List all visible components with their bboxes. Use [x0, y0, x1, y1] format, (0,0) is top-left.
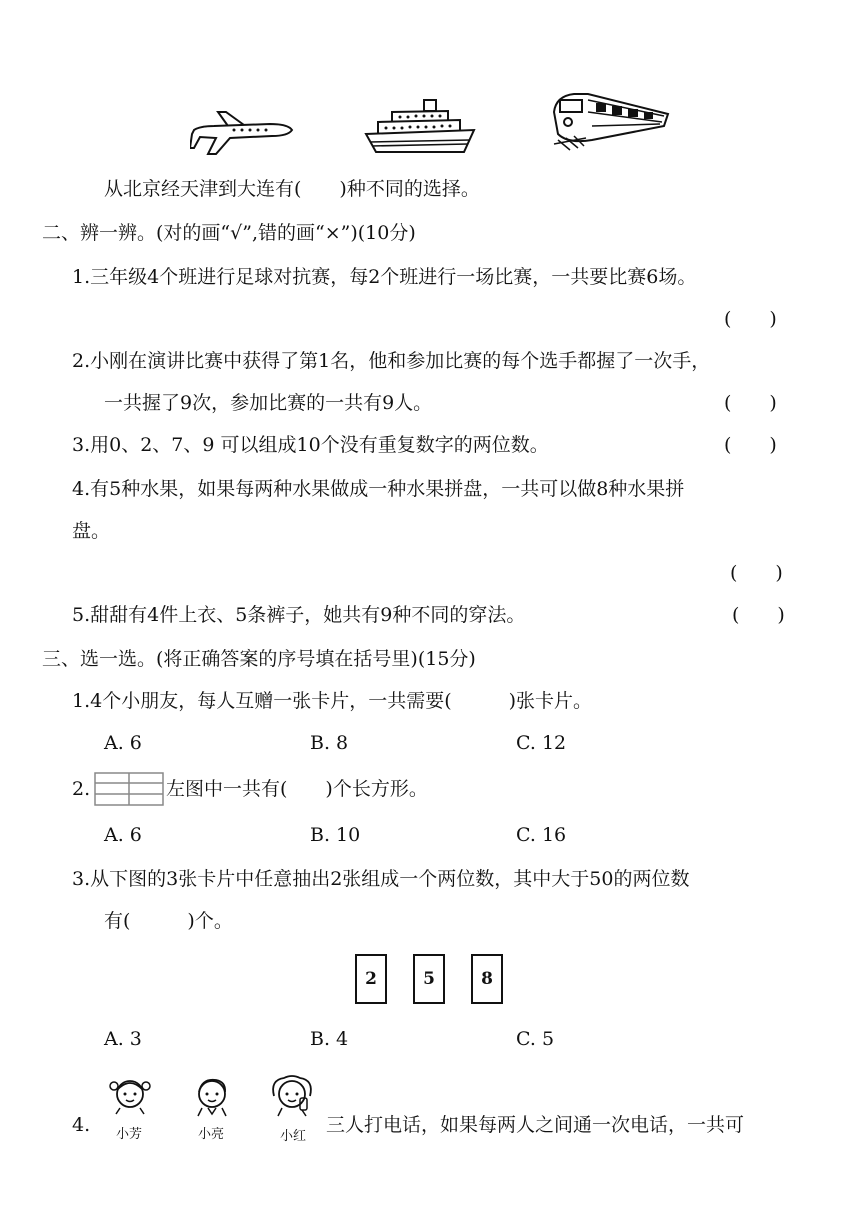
s3-q2-number: 2. — [72, 778, 91, 800]
number-card-2: 2 — [355, 954, 387, 1004]
section2-heading: 二、辨一辨。(对的画“√”,错的画“×”)(10分) — [42, 222, 416, 244]
s3-q3-option-b[interactable]: B. 4 — [310, 1028, 349, 1050]
s3-q1-text: 1.4个小朋友，每人互赠一张卡片，一共需要( )张卡片。 — [72, 690, 593, 712]
s3-q2-option-b[interactable]: B. 10 — [310, 824, 361, 846]
train-icon — [552, 90, 670, 152]
s2-item5-text: 5.甜甜有4件上衣、5条裤子，她共有9种不同的穿法。 — [72, 604, 526, 626]
ship-icon — [364, 98, 476, 156]
s3-q1-option-c[interactable]: C. 12 — [516, 732, 567, 754]
s3-q1-option-a[interactable]: A. 6 — [104, 732, 142, 754]
s3-q2-option-a[interactable]: A. 6 — [104, 824, 142, 846]
name-label-xiaofang: 小芳 — [116, 1127, 143, 1142]
s3-q3-option-a[interactable]: A. 3 — [104, 1028, 142, 1050]
s3-q3-text: 3.从下图的3张卡片中任意抽出2张组成一个两位数，其中大于50的两位数 — [72, 868, 690, 890]
s2-item4-answer-blank[interactable]: ( ) — [730, 562, 783, 584]
s2-item2-answer-blank[interactable]: ( ) — [724, 392, 777, 414]
airplane-icon — [190, 108, 295, 158]
name-label-xiaohong: 小红 — [280, 1129, 307, 1144]
s3-q4-text: 三人打电话，如果每两人之间通一次电话，一共可 — [326, 1114, 745, 1136]
s3-q2-option-c[interactable]: C. 16 — [516, 824, 567, 846]
s2-item2-text-cont: 一共握了9次，参加比赛的一共有9人。 — [104, 392, 433, 414]
s2-item4-text-cont: 盘。 — [72, 520, 111, 542]
name-label-xiaoliang: 小亮 — [198, 1127, 225, 1142]
s3-q2-text: 左图中一共有( )个长方形。 — [166, 778, 428, 800]
s2-item3-text: 3.用0、2、7、9 可以组成10个没有重复数字的两位数。 — [72, 434, 549, 456]
s2-item4-text: 4.有5种水果，如果每两种水果做成一种水果拼盘，一共可以做8种水果拼 — [72, 478, 685, 500]
s3-q4-number: 4. — [72, 1114, 91, 1136]
child-xiaoliang-figure — [186, 1074, 238, 1128]
number-card-8: 8 — [471, 954, 503, 1004]
s2-item2-text: 2.小刚在演讲比赛中获得了第1名，他和参加比赛的每个选手都握了一次手， — [72, 350, 711, 372]
section3-heading: 三、选一选。(将正确答案的序号填在括号里)(15分) — [42, 648, 476, 670]
s2-item1-answer-blank[interactable]: ( ) — [724, 308, 777, 330]
number-card-5: 5 — [413, 954, 445, 1004]
child-xiaofang-figure — [104, 1074, 156, 1128]
rectangle-grid-figure — [94, 772, 164, 806]
s3-q1-option-b[interactable]: B. 8 — [310, 732, 349, 754]
s2-item5-answer-blank[interactable]: ( ) — [732, 604, 785, 626]
s2-item1-text: 1.三年级4个班进行足球对抗赛，每2个班进行一场比赛，一共要比赛6场。 — [72, 266, 697, 288]
route-question: 从北京经天津到大连有( )种不同的选择。 — [104, 178, 480, 200]
s2-item3-answer-blank[interactable]: ( ) — [724, 434, 777, 456]
s3-q3-option-c[interactable]: C. 5 — [516, 1028, 555, 1050]
s3-q3-text-cont: 有( )个。 — [104, 910, 233, 932]
child-xiaohong-figure — [264, 1072, 320, 1128]
